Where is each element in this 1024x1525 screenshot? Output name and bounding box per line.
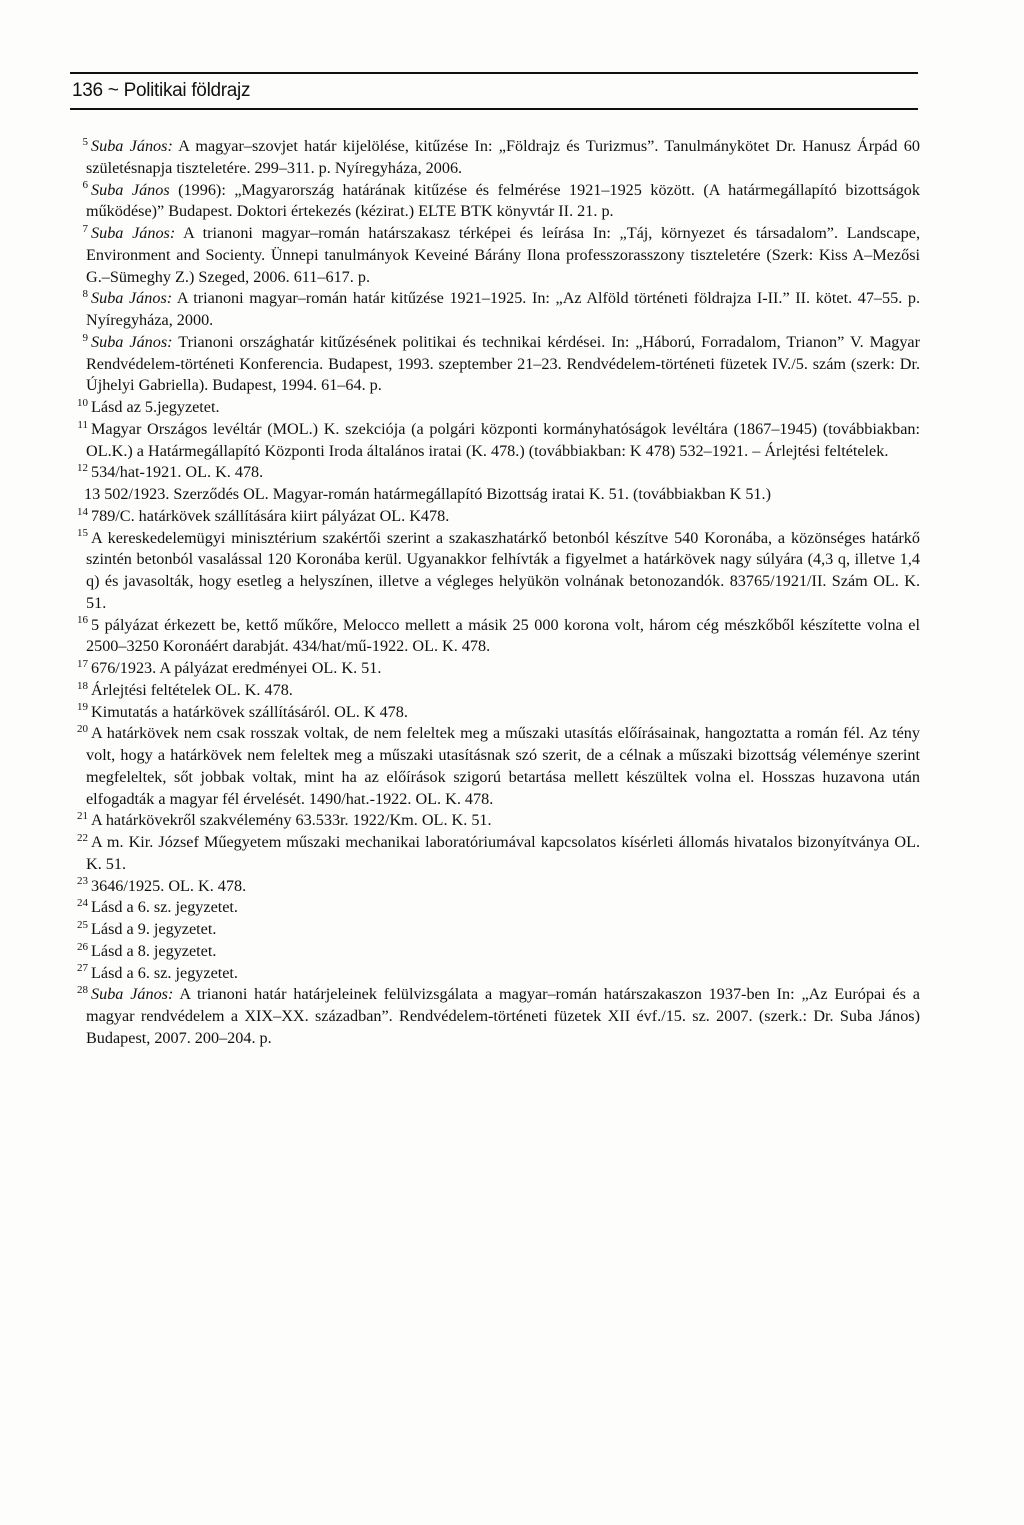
footnote-26: 26 Lásd a 8. jegyzetet. — [77, 940, 217, 960]
footnote-text: (1996): „Magyarország határának kitűzése és felmérése 1921–1925 között. (A határmegállapító bizottságok működése)” Budapest. Doktori értekezés (kézirat.) ELTE BTK könyvtár II. 21. p. — [86, 180, 920, 221]
footnote-21: 21 A határkövekről szakvélemény 63.533r. 1922/Km. OL. K. 51. — [77, 810, 492, 830]
footnote-author: Suba János: — [91, 137, 173, 155]
footnote-5: 5 Suba János: A magyar–szovjet határ kijelölése, kitűzése In: „Földrajz és Turizmus”. Tanulmánykötet Dr. Hanusz Árpád 60 születésnapja tiszteletére. 299–311. p. Nyíregyháza, 2006. — [82, 135, 920, 177]
footnote-text: 3646/1925. OL. K. 478. — [91, 876, 247, 895]
footnote-text: Árlejtési feltételek OL. K. 478. — [91, 680, 293, 699]
footnote-author: Suba János — [91, 180, 170, 199]
footnote-23: 23 3646/1925. OL. K. 478. — [77, 875, 247, 895]
footnote-author: Suba János: — [91, 224, 176, 242]
footnote-16: 16 5 pályázat érkezett be, kettő műkőre, Melocco mellett a másik 25 000 korona volt, három cég mészkőből készítette volna el 2500–3250 Koronáért darabját. 434/hat/mű-1922. OL. K. 478. — [77, 614, 920, 656]
header-separator: ~ — [107, 80, 119, 101]
footnote-text: 534/hat-1921. OL. K. 478. — [91, 463, 264, 482]
footnote-text: Trianoni országhatár kitűzésének politikai és technikai kérdései. In: „Háború, Forradalom, Trianon” V. Magyar Rendvédelem-történeti Konferencia. Budapest, 1993. szeptember 21–23. Rendvédelem-történeti füzetek IV./5. szám (szerk: Dr. Újhelyi Gabriella). Budapest, 1994. 61–64. p. — [86, 332, 921, 395]
footnote-24: 24 Lásd a 6. sz. jegyzetet. — [77, 897, 238, 917]
footnote-14: 14 789/C. határkövek szállítására kiirt pályázat OL. K478. — [77, 505, 450, 525]
page-number: 136 — [72, 80, 103, 101]
footnote-author: Suba János: — [91, 332, 173, 351]
running-header — [70, 72, 918, 110]
footnotes-list — [77, 135, 921, 1050]
footnote-text: A határkövekről szakvélemény 63.533r. 1922/Km. OL. K. 51. — [91, 811, 492, 830]
footnote-6: 6 Suba János (1996): „Magyarország határának kitűzése és felmérése 1921–1925 között. (A határmegállapító bizottságok működése)” Budapest. Doktori értekezés (kézirat.) ELTE BTK könyvtár II. 21. p. — [82, 179, 920, 221]
footnote-text: A határkövek nem csak rosszak voltak, de nem feleltek meg a műszaki utasítás előírásainak, hangoztatta a román fél. Az tény volt, hogy a határkövek nem feleltek meg a műszaki utasításnak szó szerit, de a célnak a műszaki bizottság véleménye szerint megfeleltek, sőt jobbak voltak, mint ha az előírások szigorú betartása mellett készültek volna el. Hosszas huzavona után elfogadták a magyar fél érvelését. 1490/hat.-1922. OL. K. 478. — [86, 724, 920, 808]
footnote-17: 17 676/1923. A pályázat eredményei OL. K. 51. — [77, 657, 382, 677]
footnote-text: A trianoni magyar–román határszakasz térképei és leírása In: „Táj, környezet és társadalom”. Landscape, Environment and Socienty. Ünnepi tanulmányok Keveiné Bárány Ilona professzorasszony tiszteletére (Szerk: Kiss A–Mezősi G.–Sümeghy Z.) Szeged, 2006. 611–617. p. — [86, 224, 920, 286]
footnote-text: A m. Kir. József Műegyetem műszaki mechanikai laboratóriumával kapcsolatos kísérleti állomás hivatalos bizonyítványa OL. K. 51. — [86, 833, 920, 873]
footnote-8: 8 Suba János: A trianoni magyar–román határ kitűzése 1921–1925. In: „Az Alföld történeti földrajza I-II.” II. kötet. 47–55. p. Nyíregyháza, 2000. — [82, 288, 921, 329]
footnote-15: 15 A kereskedelemügyi minisztérium szakértői szerint a szakaszhatárkő betonból készítve 540 Koronába, a közönséges határkő szintén betonból vasalással 120 Koronába kerül. Ugyanakkor felhívták a figyelmet a határkövek nagy súlyára (4,3 q, illetve 1,4 q) és javasolták, hogy esetleg a helyszínen, illetve a végleges helyükön volnának betonozandók. 83765/1921/II. Szám OL. K. 51. — [77, 527, 920, 612]
footnote-28: 28 Suba János: A trianoni határ határjeleinek felülvizsgálata a magyar–román határszakaszon 1937-ben In: „Az Európai és a magyar rendvédelem a XIX–XX. században”. Rendvédelem-történeti füzetek XII évf./15. sz. 2007. (szerk.: Dr. Suba János) Budapest, 2007. 200–204. p. — [77, 984, 920, 1047]
footnote-10: 10 Lásd az 5.jegyzetet. — [77, 396, 220, 416]
footnote-22: 22 A m. Kir. József Műegyetem műszaki mechanikai laboratóriumával kapcsolatos kísérleti állomás hivatalos bizonyítványa OL. K. 51. — [77, 831, 920, 873]
footnote-author: Suba János: — [91, 289, 173, 308]
footnote-text: Magyar Országos levéltár (MOL.) K. szekciója (a polgári központi kormányhatóságok levéltára (1867–1945) (továbbiakban: OL.K.) a Határmegállapító Központi Iroda általános iratai (K. 478.) (továbbiakban: K 478) 532–1921. – Árlejtési feltételek. — [86, 419, 920, 460]
footnote-27: 27 Lásd a 6. sz. jegyzetet. — [77, 962, 238, 982]
footnote-9: 9 Suba János: Trianoni országhatár kitűzésének politikai és technikai kérdései. In: „Háború, Forradalom, Trianon” V. Magyar Rendvédelem-történeti Konferencia. Budapest, 1993. szeptember 21–23. Rendvédelem-történeti füzetek IV./5. szám (szerk: Dr. Újhelyi Gabriella). Budapest, 1994. 61–64. p. — [82, 331, 921, 395]
header-text — [72, 80, 250, 102]
footnote-12: 12 534/hat-1921. OL. K. 478. — [77, 462, 264, 482]
footnote-author: Suba János: — [91, 985, 174, 1004]
footnote-25: 25 Lásd a 9. jegyzetet. — [77, 918, 217, 938]
section-title: Politikai földrajz — [123, 80, 251, 101]
footnote-text: A kereskedelemügyi minisztérium szakértői szerint a szakaszhatárkő betonból készítve 540 Koronába, a közönséges határkő szintén betonból vasalással 120 Koronába kerül. Ugyanakkor felhívták a figyelmet a határkövek nagy súlyára (4,3 q, illetve 1,4 q) és javasolták, hogy esetleg a helyszínen, illetve a végleges helyükön volnának betonozandók. 83765/1921/II. Szám OL. K. 51. — [86, 528, 920, 612]
footnote-text: Lásd a 6. sz. jegyzetet. — [91, 963, 238, 982]
footnote-number: 13 — [84, 485, 101, 503]
footnote-text: Lásd az 5.jegyzetet. — [91, 398, 220, 416]
footnote-18: 18 Árlejtési feltételek OL. K. 478. — [77, 679, 293, 699]
footnote-text: A trianoni magyar–román határ kitűzése 1921–1925. In: „Az Alföld történeti földrajza I-II.” II. kötet. 47–55. p. Nyíregyháza, 2000. — [86, 289, 921, 329]
footnote-13 — [86, 484, 920, 506]
footnote-text: 502/1923. Szerződés OL. Magyar-román határmegállapító Bizottság iratai K. 51. (továbbiakban K 51.) — [104, 485, 771, 503]
footnote-text: Lásd a 9. jegyzetet. — [91, 920, 217, 938]
footnote-text: Lásd a 8. jegyzetet. — [91, 941, 217, 960]
footnote-text: 676/1923. A pályázat eredményei OL. K. 51. — [91, 659, 382, 677]
footnote-text: Kimutatás a határkövek szállításáról. OL. K 478. — [91, 702, 408, 721]
footnote-7: 7 Suba János: A trianoni magyar–román határszakasz térképei és leírása In: „Táj, környezet és társadalom”. Landscape, Environment and Socienty. Ünnepi tanulmányok Keveiné Bárány Ilona professzorasszony tiszteletére (Szerk: Kiss A–Mezősi G.–Sümeghy Z.) Szeged, 2006. 611–617. p. — [82, 222, 920, 286]
footnote-19: 19 Kimutatás a határkövek szállításáról. OL. K 478. — [77, 701, 408, 721]
footnote-text: A magyar–szovjet határ kijelölése, kitűzése In: „Földrajz és Turizmus”. Tanulmánykötet Dr. Hanusz Árpád 60 születésnapja tiszteletére. 299–311. p. Nyíregyháza, 2006. — [86, 137, 920, 177]
footnote-text: 5 pályázat érkezett be, kettő műkőre, Melocco mellett a másik 25 000 korona volt, három cég mészkőből készítette volna el 2500–3250 Koronáért darabját. 434/hat/mű-1922. OL. K. 478. — [86, 615, 920, 656]
footnote-11: 11 Magyar Országos levéltár (MOL.) K. szekciója (a polgári központi kormányhatóságok levéltára (1867–1945) (továbbiakban: OL.K.) a Határmegállapító Központi Iroda általános iratai (K. 478.) (továbbiakban: K 478) 532–1921. – Árlejtési feltételek. — [77, 418, 920, 460]
footnote-text: Lásd a 6. sz. jegyzetet. — [91, 898, 238, 917]
footnote-text: A trianoni határ határjeleinek felülvizsgálata a magyar–román határszakaszon 1937-ben In: „Az Európai és a magyar rendvédelem a XIX–XX. században”. Rendvédelem-történeti füzetek XII évf./15. sz. 2007. (szerk.: Dr. Suba János) Budapest, 2007. 200–204. p. — [86, 985, 920, 1047]
footnote-20: 20 A határkövek nem csak rosszak voltak, de nem feleltek meg a műszaki utasítás előírásainak, hangoztatta a román fél. Az tény volt, hogy a határkövek nem feleltek meg a műszaki utasításnak szó szerit, de a célnak a műszaki bizottság véleménye szerint megfeleltek, sőt jobbak voltak, mint ha az előírások szigorú betartása mellett készültek volna el. Hosszas huzavona után elfogadták a magyar fél érvelését. 1490/hat.-1922. OL. K. 478. — [77, 723, 920, 808]
footnote-text: 789/C. határkövek szállítására kiirt pályázat OL. K478. — [91, 506, 450, 525]
